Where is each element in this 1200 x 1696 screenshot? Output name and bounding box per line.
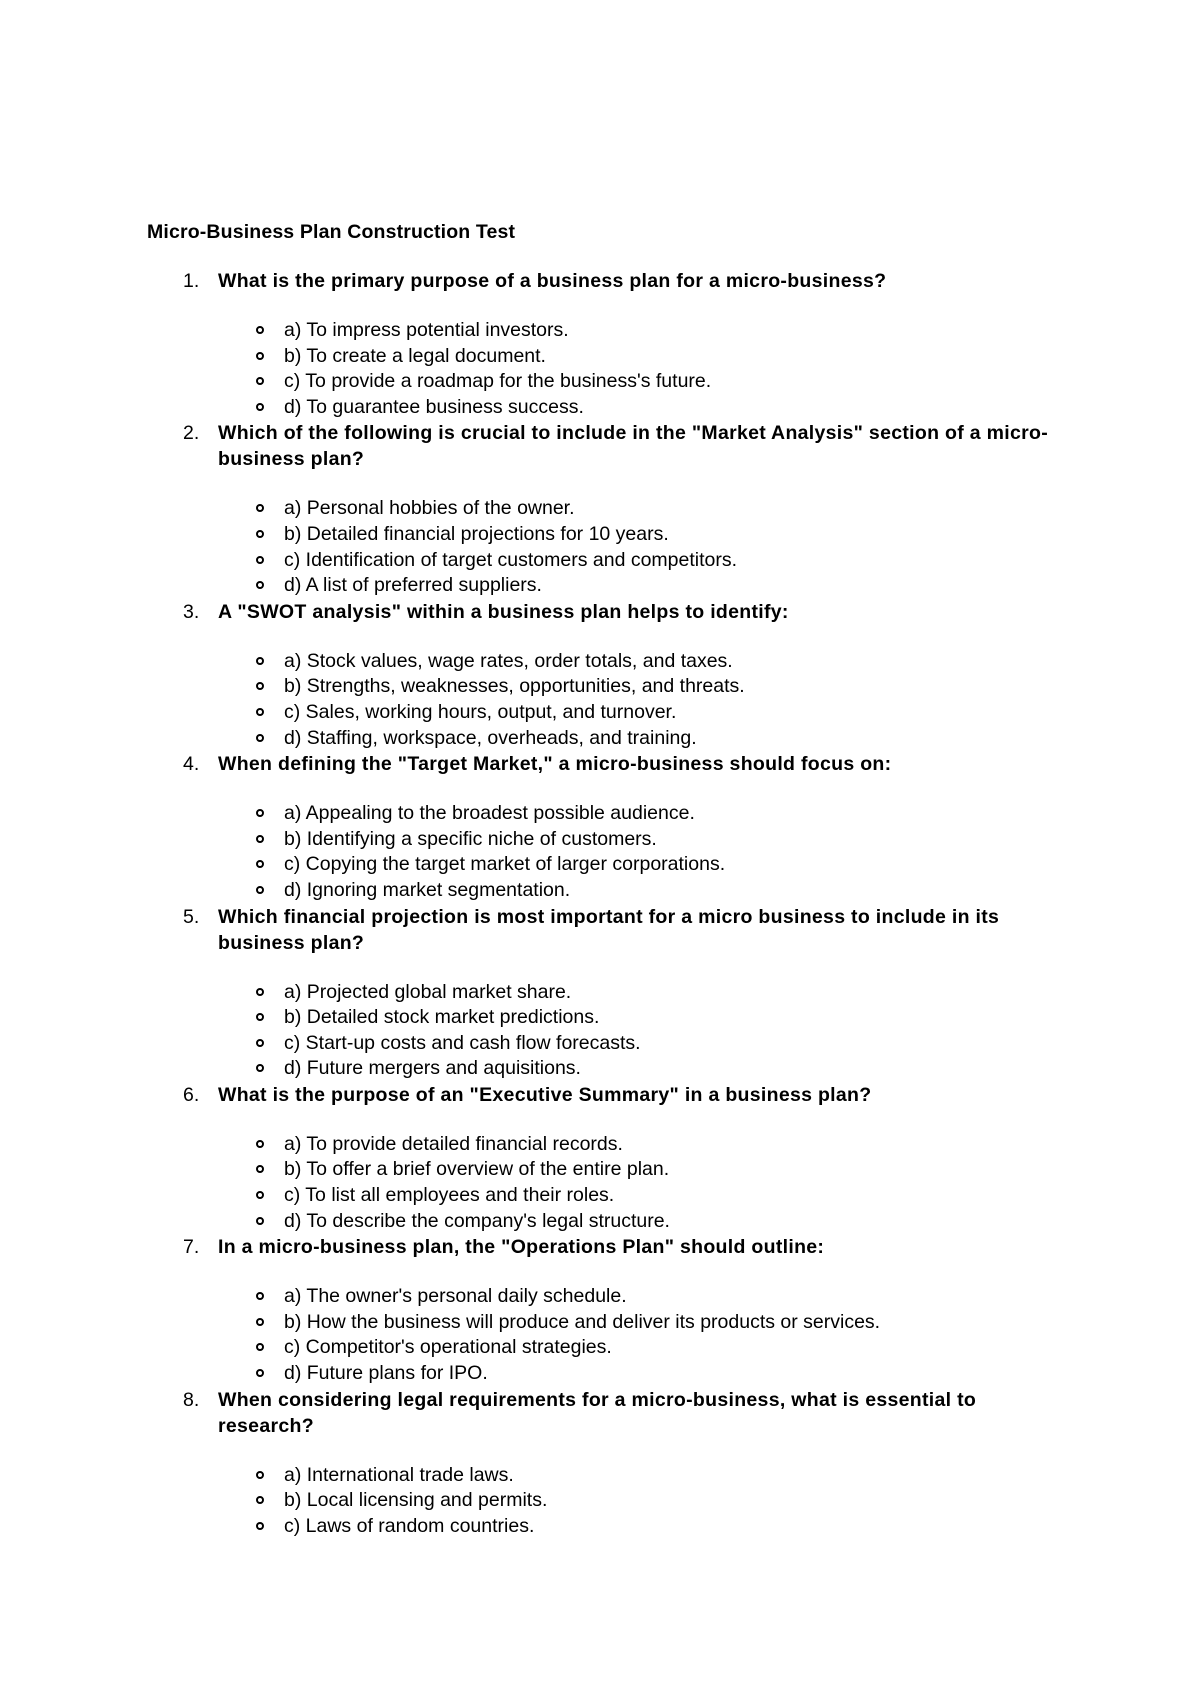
answer-option-text: d) Future plans for IPO. [284,1362,488,1385]
answer-option [218,548,1077,574]
answer-option-text: d) To guarantee business success. [284,395,584,418]
answer-option-text: a) To impress potential investors. [284,319,569,341]
circle-bullet-icon [256,657,264,665]
circle-bullet-icon [256,1496,264,1504]
answer-options [218,980,1077,1082]
answer-option-text: b) Identifying a specific niche of customers. [284,827,657,850]
answer-option-text: b) Local licensing and permits. [284,1489,548,1512]
answer-option [218,522,1077,548]
circle-bullet-icon [256,530,264,538]
circle-bullet-icon [256,1318,264,1326]
answer-options [218,496,1077,598]
answer-option [218,852,1077,878]
circle-bullet-icon [256,1471,264,1479]
circle-bullet-icon [256,1039,264,1047]
answer-options [218,1132,1077,1234]
question-item [147,1387,1077,1540]
answer-option [218,1132,1077,1158]
answer-option [218,674,1077,700]
answer-option-text: c) Copying the target market of larger corporations. [284,853,726,876]
answer-option [218,1005,1077,1031]
question-item [147,599,1077,751]
circle-bullet-icon [256,556,264,564]
answer-option [218,801,1077,827]
answer-options [218,649,1077,751]
answer-option [218,1284,1077,1310]
answer-option-text: d) Future mergers and aquisitions. [284,1057,581,1080]
answer-option-text: c) To provide a roadmap for the business's future. [284,370,712,393]
answer-option-text: c) Start-up costs and cash flow forecasts. [284,1031,641,1054]
answer-option [218,344,1077,370]
answer-options [218,1284,1077,1386]
answer-option-text: c) Competitor's operational strategies. [284,1336,612,1359]
answer-option-text: b) How the business will produce and deliver its products or services. [284,1310,881,1333]
circle-bullet-icon [256,809,264,817]
answer-option [218,1157,1077,1183]
answer-option [218,369,1077,395]
document-title: Micro-Business Plan Construction Test [147,221,516,243]
circle-bullet-icon [256,1064,264,1072]
answer-option [218,496,1077,522]
question-number: 8. [183,1388,200,1411]
circle-bullet-icon [256,1165,264,1173]
answer-option [218,318,1077,344]
answer-option-text: c) Identification of target customers and competitors. [284,548,738,571]
answer-option [218,573,1077,599]
answer-option-text: a) Appealing to the broadest possible audience. [284,802,695,825]
answer-option-text: a) The owner's personal daily schedule. [284,1285,627,1308]
answer-option [218,827,1077,853]
answer-option-text: c) Laws of random countries. [284,1514,535,1537]
circle-bullet-icon [256,860,264,868]
answer-option-text: d) Staffing, workspace, overheads, and training. [284,726,697,749]
answer-option-text: b) To offer a brief overview of the entire plan. [284,1158,670,1181]
answer-option-text: d) To describe the company's legal structure. [284,1209,670,1232]
question-number: 4. [183,753,200,776]
question-text: What is the purpose of an "Executive Summary" in a business plan? [218,1083,872,1106]
question-text: A "SWOT analysis" within a business plan helps to identify: [218,600,789,623]
answer-options [218,318,1077,420]
question-item [147,268,1077,420]
answer-option-text: a) Projected global market share. [284,980,572,1003]
answer-option [218,980,1077,1006]
question-text: When considering legal requirements for a micro-business, what is essential to research? [218,1388,977,1437]
answer-option-text: a) Personal hobbies of the owner. [284,497,575,520]
document-page [147,219,1077,1539]
question-item [147,420,1077,598]
answer-option [218,726,1077,752]
circle-bullet-icon [256,352,264,360]
circle-bullet-icon [256,708,264,716]
answer-option-text: d) A list of preferred suppliers. [284,574,542,597]
answer-option-text: a) To provide detailed financial records. [284,1132,623,1155]
circle-bullet-icon [256,377,264,385]
question-number: 1. [183,270,200,292]
circle-bullet-icon [256,734,264,742]
question-item [147,751,1077,903]
answer-option [218,1361,1077,1387]
question-text: When defining the "Target Market," a micro-business should focus on: [218,753,892,776]
circle-bullet-icon [256,403,264,411]
circle-bullet-icon [256,886,264,894]
circle-bullet-icon [256,1217,264,1225]
question-text: Which financial projection is most important for a micro business to include in its business plan? [218,905,1000,954]
question-number: 7. [183,1236,200,1259]
answer-option-text: b) To create a legal document. [284,344,546,367]
answer-option-text: b) Strengths, weaknesses, opportunities, and threats. [284,675,745,698]
answer-option-text: a) International trade laws. [284,1463,514,1486]
circle-bullet-icon [256,326,264,334]
circle-bullet-icon [256,1292,264,1300]
question-text: Which of the following is crucial to include in the "Market Analysis" section of a micro-business plan? [218,422,1048,471]
answer-option [218,1310,1077,1336]
answer-option-text: a) Stock values, wage rates, order totals, and taxes. [284,649,733,672]
answer-option [218,1335,1077,1361]
question-number: 3. [183,600,200,623]
circle-bullet-icon [256,1140,264,1148]
circle-bullet-icon [256,988,264,996]
question-text: What is the primary purpose of a business plan for a micro-business? [218,270,887,292]
answer-option [218,1514,1077,1540]
answer-option [218,395,1077,421]
answer-option [218,700,1077,726]
answer-option [218,1031,1077,1057]
answer-options [218,1463,1077,1540]
answer-option-text: c) Sales, working hours, output, and turnover. [284,700,677,723]
question-number: 2. [183,422,200,445]
circle-bullet-icon [256,581,264,589]
answer-option [218,1209,1077,1235]
circle-bullet-icon [256,835,264,843]
answer-option-text: b) Detailed financial projections for 10 years. [284,522,669,545]
answer-option-text: d) Ignoring market segmentation. [284,878,571,901]
answer-option-text: c) To list all employees and their roles. [284,1184,615,1207]
circle-bullet-icon [256,504,264,512]
question-text: In a micro-business plan, the "Operations Plan" should outline: [218,1236,825,1259]
question-item [147,1082,1077,1234]
answer-option [218,878,1077,904]
circle-bullet-icon [256,1343,264,1351]
circle-bullet-icon [256,1522,264,1530]
answer-option [218,1056,1077,1082]
circle-bullet-icon [256,682,264,690]
answer-option [218,649,1077,675]
question-number: 6. [183,1083,200,1106]
answer-options [218,801,1077,903]
circle-bullet-icon [256,1369,264,1377]
question-number: 5. [183,905,200,928]
circle-bullet-icon [256,1191,264,1199]
question-item [147,1234,1077,1386]
answer-option [218,1183,1077,1209]
answer-option [218,1488,1077,1514]
circle-bullet-icon [256,1013,264,1021]
question-list [147,268,1077,1539]
question-item [147,904,1077,1082]
answer-option [218,1463,1077,1489]
answer-option-text: b) Detailed stock market predictions. [284,1006,600,1029]
